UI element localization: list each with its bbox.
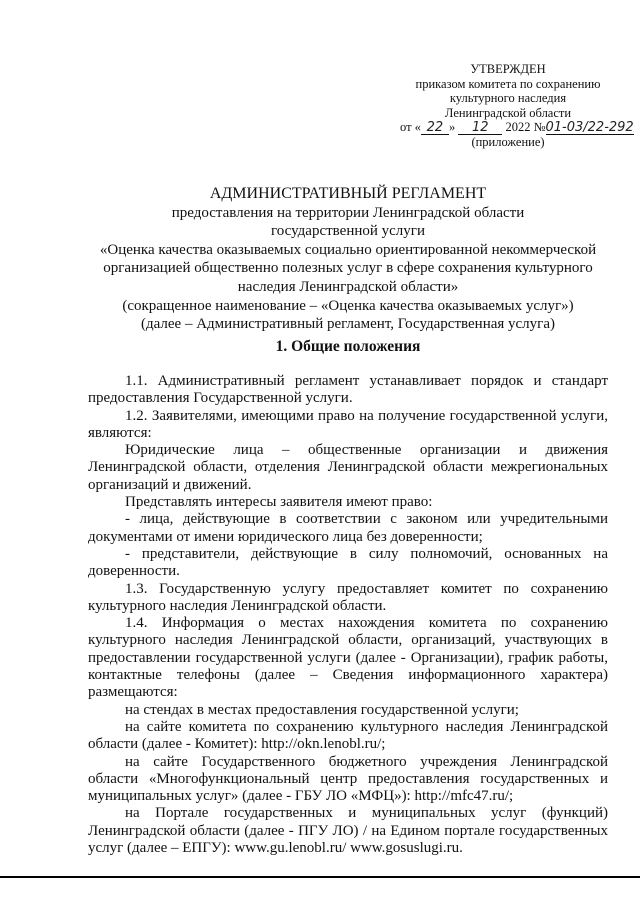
approval-appendix: (приложение) bbox=[471, 135, 545, 149]
title-short-name: (сокращенное наименование – «Оценка качества оказываемых услуг») bbox=[122, 297, 574, 314]
approval-date-row bbox=[400, 120, 634, 135]
paragraph: на сайте комитета по сохранению культурного наследия Ленинградской области (далее - Комитет): http://okn.lenobl.ru/; bbox=[88, 718, 608, 753]
title-line-2: предоставления на территории Ленинградской области bbox=[171, 204, 525, 221]
title-abbreviation: (далее – Административный регламент, Государственная услуга) bbox=[141, 316, 555, 333]
date-day: 22 bbox=[421, 122, 449, 135]
approval-heritage: культурного наследия bbox=[449, 91, 567, 105]
approval-order: приказом комитета по сохранению bbox=[415, 76, 601, 91]
approval-stamp bbox=[400, 62, 634, 150]
paragraph: на Портале государственных и муниципальных услуг (функций) Ленинградской области (далее - ПГУ ЛО) / на Едином портале государственных услуг (далее – ЕПГУ): www.gu.lenobl.ru/ www.gosuslugi.ru. bbox=[88, 805, 608, 857]
title-main: АДМИНИСТРАТИВНЫЙ РЕГЛАМЕНТ bbox=[209, 185, 487, 202]
doc-number: 01-03/22-292 bbox=[545, 120, 634, 135]
paragraph: Представлять интересы заявителя имеют право: bbox=[125, 494, 433, 511]
paragraph: 1.2. Заявителями, имеющими право на получение государственной услуги, являются: bbox=[88, 407, 608, 441]
date-month: 12 bbox=[458, 122, 502, 135]
section-heading: 1. Общие положения bbox=[275, 338, 421, 355]
date-mid: » bbox=[448, 120, 456, 134]
paragraph: 1.4. Информация о местах нахождения комитета по сохранению культурного наследия Ленинградской области, организаций, участвующих в предоставлении государственной услуги (далее - Организации), график работы, контактные телефоны (далее – Сведения информационного характера) размещаются: bbox=[88, 615, 608, 701]
date-year: 2022 № bbox=[505, 120, 546, 134]
title-service-name: «Оценка качества оказываемых социально ориентированной некоммерческой организацией общественно полезных услуг в сфере сохранения культурного наследия Ленинградской области» bbox=[99, 241, 597, 295]
paragraph: - представители, действующие в силу полномочий, основанных на доверенности. bbox=[88, 545, 608, 580]
approval-region: Ленинградской области bbox=[444, 105, 572, 120]
page-bottom-border bbox=[0, 876, 640, 878]
paragraph: Юридические лица – общественные организации и движения Ленинградской области, отделения Ленинградской области межрегиональных организаций и движений. bbox=[88, 442, 608, 493]
paragraph: 1.3. Государственную услугу предоставляет комитет по сохранению культурного наследия Ленинградской области. bbox=[88, 580, 608, 614]
paragraph: на сайте Государственного бюджетного учреждения Ленинградской области «Многофункциональный центр предоставления государственных и муниципальных услуг» (далее - ГБУ ЛО «МФЦ»): http://mfc47.ru/; bbox=[88, 753, 608, 805]
paragraph: - лица, действующие в соответствии с законом или учредительными документами от имени юридического лица без доверенности; bbox=[88, 511, 608, 545]
regulation-title bbox=[78, 185, 618, 334]
section-body bbox=[88, 373, 608, 857]
paragraph: на стендах в местах предоставления государственной услуги; bbox=[125, 701, 519, 718]
paragraph: 1.1. Административный регламент устанавливает порядок и стандарт предоставления Государственной услуги. bbox=[88, 373, 608, 407]
title-line-3: государственной услуги bbox=[271, 223, 425, 240]
date-prefix: от « bbox=[400, 120, 421, 134]
approval-title: УТВЕРЖДЕН bbox=[470, 62, 546, 76]
